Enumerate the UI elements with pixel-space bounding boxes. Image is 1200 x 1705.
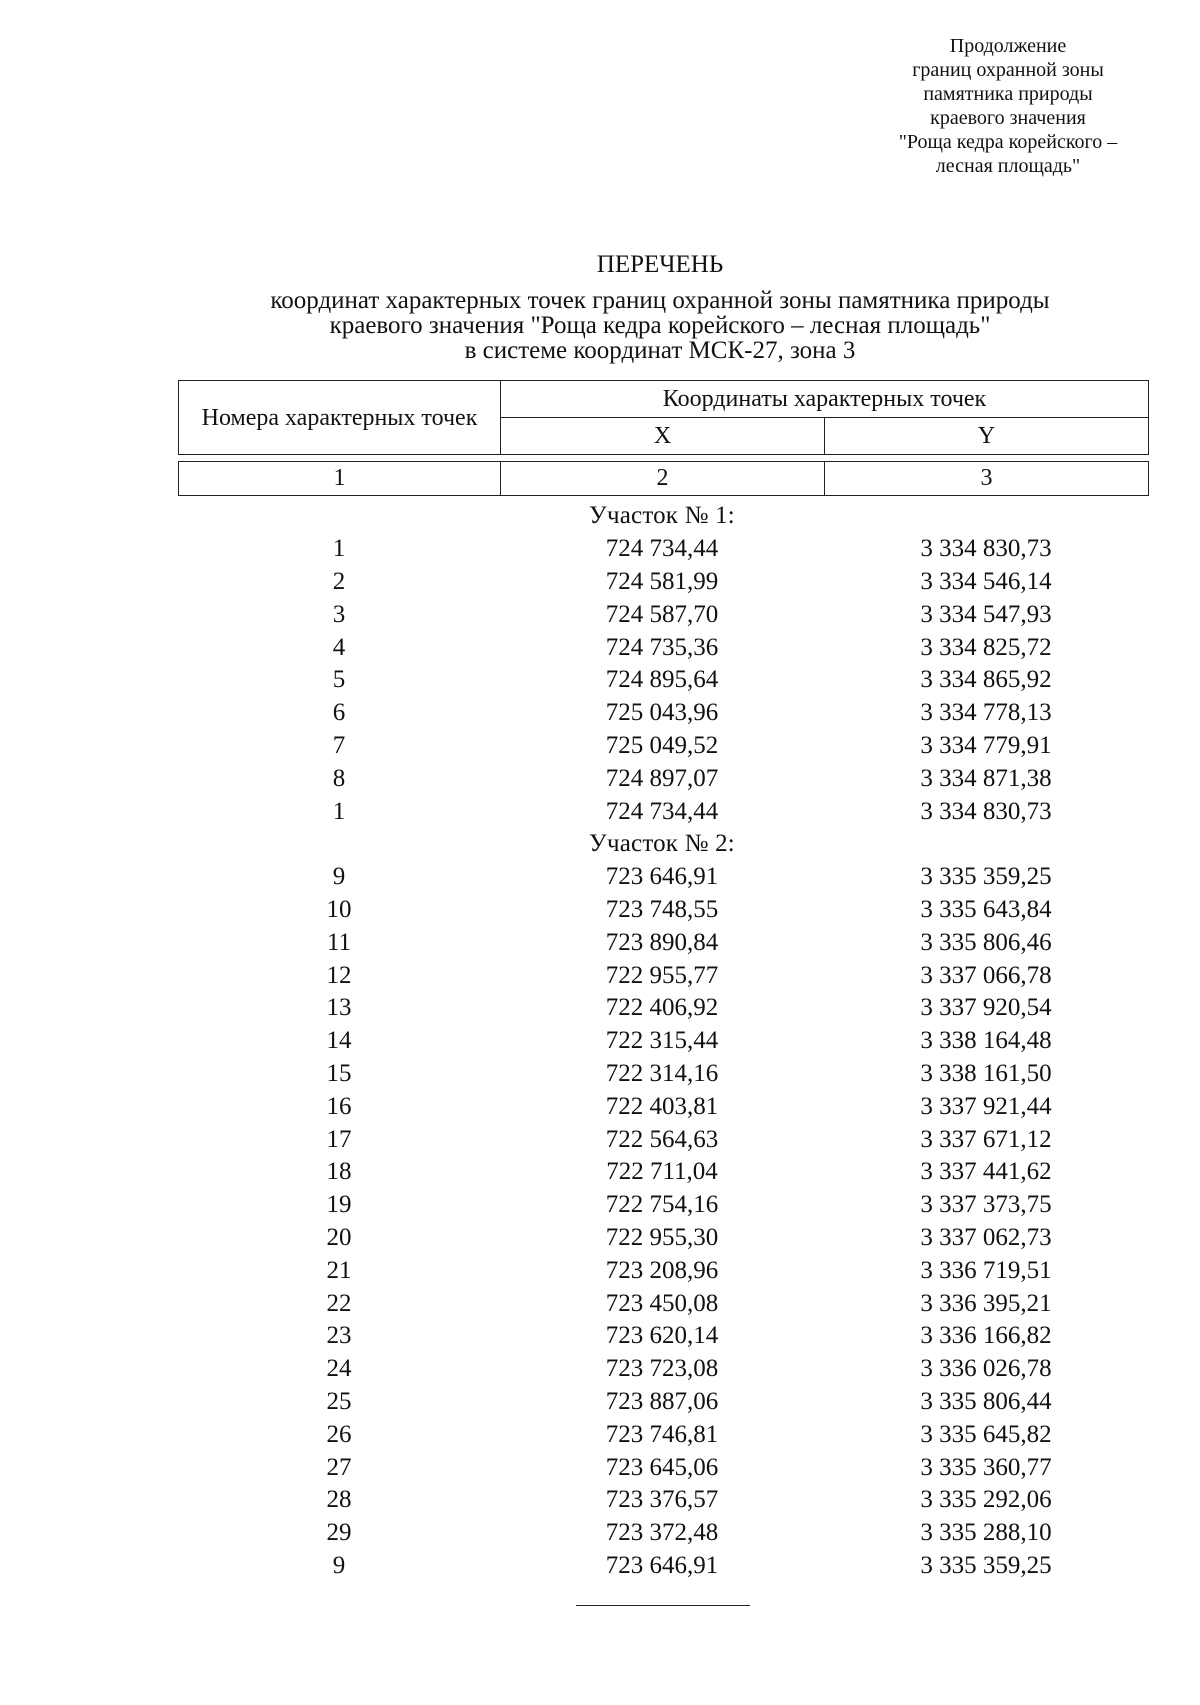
x-coordinate-cell: 724 734,44 [605,535,719,563]
point-number-cell: 18 [326,1158,352,1186]
x-coordinate-cell: 723 887,06 [605,1387,719,1415]
point-number-cell: 2 [332,567,346,595]
x-coordinate-cell: 724 581,99 [605,567,719,595]
x-coordinate-cell: 722 564,63 [605,1125,719,1153]
coordinates-table [178,500,1148,1582]
x-coordinate-cell: 723 620,14 [605,1322,719,1350]
header-note-line: краевого значения [930,107,1086,129]
x-coordinate-cell: 724 735,36 [605,633,719,661]
y-coordinate-cell: 3 335 806,46 [920,928,1052,956]
table-row [178,598,1148,631]
table-row [178,1320,1148,1353]
header-note-line: границ охранной зоны [912,59,1104,81]
table-row [178,1058,1148,1091]
table-row [178,1550,1148,1583]
title-block [160,250,1160,363]
y-coordinate-cell: 3 337 671,12 [920,1125,1052,1153]
table-row [178,894,1148,927]
x-coordinate-cell: 723 450,08 [605,1289,719,1317]
x-coordinate-cell: 722 711,04 [606,1158,718,1186]
table-row [178,992,1148,1025]
table-row [178,1025,1148,1058]
x-coordinate-cell: 723 645,06 [605,1453,719,1481]
point-number-cell: 13 [326,994,352,1022]
y-coordinate-cell: 3 335 643,84 [920,895,1052,923]
point-number-cell: 1 [332,797,346,825]
point-number-cell: 27 [326,1453,352,1481]
x-coordinate-cell: 723 208,96 [605,1256,719,1284]
table-row [178,1451,1148,1484]
point-number-cell: 6 [332,699,346,727]
x-coordinate-cell: 722 406,92 [605,994,719,1022]
table-row [178,533,1148,566]
table-row [178,795,1148,828]
table-row [178,1156,1148,1189]
y-coordinate-cell: 3 337 066,78 [920,961,1052,989]
header-note-line: памятника природы [923,83,1093,105]
header-note-line: "Роща кедра корейского – [898,131,1118,153]
y-coordinate-cell: 3 338 161,50 [920,1059,1052,1087]
subtitle-line: координат характерных точек границ охранной зоны памятника природы [270,287,1050,314]
document-title: ПЕРЕЧЕНЬ [596,251,724,278]
table-row [178,926,1148,959]
table-header [178,380,1149,496]
y-coordinate-cell: 3 338 164,48 [920,1027,1052,1055]
point-number-cell: 17 [326,1125,352,1153]
document-subtitle [160,288,1160,363]
point-number-cell: 20 [326,1223,352,1251]
table-row [178,1123,1148,1156]
coordinates-table-body [178,500,1148,1582]
point-number-cell: 16 [326,1092,352,1120]
y-coordinate-cell: 3 335 360,77 [920,1453,1052,1481]
point-number-cell: 19 [326,1191,352,1219]
table-row [178,1517,1148,1550]
point-number-cell: 15 [326,1059,352,1087]
y-coordinate-cell: 3 334 546,14 [920,567,1052,595]
x-coordinate-cell: 725 043,96 [605,699,719,727]
y-coordinate-cell: 3 335 359,25 [920,863,1052,891]
x-coordinate-cell: 724 734,44 [605,797,719,825]
table-row [178,697,1148,730]
table-row [178,1254,1148,1287]
point-number-cell: 21 [326,1256,352,1284]
x-coordinate-cell: 723 748,55 [605,895,719,923]
y-coordinate-cell: 3 335 292,06 [920,1486,1052,1514]
y-coordinate-cell: 3 337 062,73 [920,1223,1052,1251]
x-coordinate-cell: 723 723,08 [605,1355,719,1383]
table-row [178,861,1148,894]
point-number-cell: 7 [332,731,346,759]
section-row [178,828,1148,861]
x-coordinate-cell: 722 315,44 [605,1027,719,1055]
table-row [178,1484,1148,1517]
footer-rule [576,1605,750,1606]
header-note-line: Продолжение [949,35,1067,57]
subtitle-line: краевого значения "Роща кедра корейского – лесная площадь" [329,312,991,339]
index-cell: 3 [825,462,1149,496]
section-label: Участок № 1: [589,502,735,530]
table-row [178,1222,1148,1255]
x-coordinate-cell: 723 646,91 [605,1551,719,1579]
x-coordinate-cell: 723 890,84 [605,928,719,956]
x-coordinate-cell: 722 955,77 [605,961,719,989]
header-note [838,34,1178,178]
point-number-cell: 11 [326,928,352,956]
y-coordinate-cell: 3 336 166,82 [920,1322,1052,1350]
point-number-cell: 28 [326,1486,352,1514]
section-row [178,500,1148,533]
x-coordinate-cell: 722 403,81 [605,1092,719,1120]
table-row [178,664,1148,697]
point-number-cell: 3 [332,600,346,628]
table-row [178,1386,1148,1419]
index-cell: 2 [501,462,825,496]
y-coordinate-cell: 3 334 825,72 [920,633,1052,661]
point-number-cell: 4 [332,633,346,661]
x-coordinate-cell: 724 587,70 [605,600,719,628]
table-row [178,566,1148,599]
section-label: Участок № 2: [589,830,735,858]
y-coordinate-cell: 3 337 921,44 [920,1092,1052,1120]
point-number-cell: 26 [326,1420,352,1448]
point-number-cell: 14 [326,1027,352,1055]
y-coordinate-cell: 3 334 865,92 [920,666,1052,694]
table-row [178,1090,1148,1123]
x-coordinate-cell: 722 754,16 [605,1191,719,1219]
subtitle-line: в системе координат МСК-27, зона 3 [464,337,856,364]
x-coordinate-cell: 723 646,91 [605,863,719,891]
y-coordinate-cell: 3 336 026,78 [920,1355,1052,1383]
point-number-cell: 9 [332,863,346,891]
point-number-cell: 9 [332,1551,346,1579]
table-row [178,1418,1148,1451]
y-coordinate-cell: 3 334 547,93 [920,600,1052,628]
y-coordinate-cell: 3 334 871,38 [920,764,1052,792]
header-y: Y [825,418,1149,455]
x-coordinate-cell: 722 955,30 [605,1223,719,1251]
y-coordinate-cell: 3 335 645,82 [920,1420,1052,1448]
point-number-cell: 10 [326,895,352,923]
x-coordinate-cell: 725 049,52 [605,731,719,759]
point-number-cell: 24 [326,1355,352,1383]
x-coordinate-cell: 723 376,57 [605,1486,719,1514]
table-row [178,1189,1148,1222]
table-row [178,1353,1148,1386]
y-coordinate-cell: 3 334 830,73 [920,797,1052,825]
table-row [178,959,1148,992]
y-coordinate-cell: 3 337 373,75 [920,1191,1052,1219]
header-coordinates: Координаты характерных точек [501,381,1149,418]
header-note-line: лесная площадь" [935,155,1081,177]
x-coordinate-cell: 722 314,16 [605,1059,719,1087]
table-row [178,762,1148,795]
point-number-cell: 25 [326,1387,352,1415]
x-coordinate-cell: 724 895,64 [605,666,719,694]
y-coordinate-cell: 3 337 441,62 [920,1158,1052,1186]
table-row [178,1287,1148,1320]
y-coordinate-cell: 3 336 719,51 [920,1256,1052,1284]
x-coordinate-cell: 724 897,07 [605,764,719,792]
y-coordinate-cell: 3 335 288,10 [920,1519,1052,1547]
index-cell: 1 [179,462,501,496]
header-x: X [501,418,825,455]
y-coordinate-cell: 3 334 779,91 [920,731,1052,759]
point-number-cell: 23 [326,1322,352,1350]
header-points: Номера характерных точек [179,381,501,455]
table-row [178,631,1148,664]
y-coordinate-cell: 3 335 806,44 [920,1387,1052,1415]
point-number-cell: 12 [326,961,352,989]
point-number-cell: 5 [332,666,346,694]
y-coordinate-cell: 3 337 920,54 [920,994,1052,1022]
y-coordinate-cell: 3 335 359,25 [920,1551,1052,1579]
y-coordinate-cell: 3 334 830,73 [920,535,1052,563]
x-coordinate-cell: 723 746,81 [605,1420,719,1448]
y-coordinate-cell: 3 334 778,13 [920,699,1052,727]
table-row [178,730,1148,763]
x-coordinate-cell: 723 372,48 [605,1519,719,1547]
point-number-cell: 22 [326,1289,352,1317]
point-number-cell: 1 [332,535,346,563]
point-number-cell: 29 [326,1519,352,1547]
point-number-cell: 8 [332,764,346,792]
y-coordinate-cell: 3 336 395,21 [920,1289,1052,1317]
